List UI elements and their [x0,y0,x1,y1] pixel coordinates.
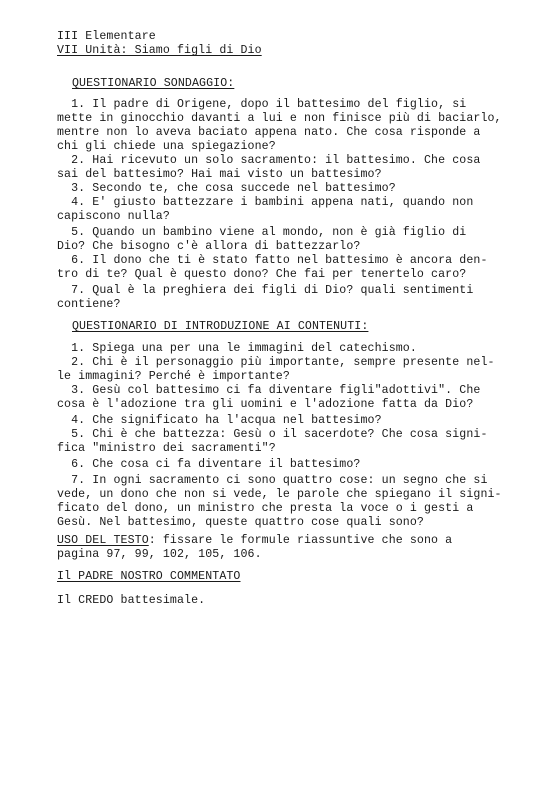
text-line: 2. Chi è il personaggio più importante, sempre presente nel- [57,356,495,369]
section2-title: QUESTIONARIO DI INTRODUZIONE AI CONTENUTI: [72,320,369,333]
text-line: mentre non lo aveva baciato appena nato. Che cosa risponde a [57,126,481,139]
text-line: Dio? Che bisogno c'è allora di battezzarlo? [57,240,361,253]
text-line: 1. Spiega una per una le immagini del catechismo. [57,342,417,355]
text-line: fica "ministro dei sacramenti"? [57,442,276,455]
text-line: 7. In ogni sacramento ci sono quattro cose: un segno che si [57,474,488,487]
section1-title: QUESTIONARIO SONDAGGIO: [72,77,235,90]
text-line: 6. Il dono che ti è stato fatto nel battesimo è ancora den- [57,254,488,267]
text-line: 5. Chi è che battezza: Gesù o il sacerdote? Che cosa signi- [57,428,488,441]
usage-note-text: : fissare le formule riassuntive che sono a [148,534,453,547]
text-line: 3. Gesù col battesimo ci fa diventare figli"adottivi". Che [57,384,481,397]
text-line: cosa è l'adozione tra gli uomini e l'adozione fatta da Dio? [57,398,474,411]
text-line: 7. Qual è la preghiera dei figli di Dio? quali sentimenti [57,284,474,297]
text-line: le immagini? Perché è importante? [57,370,290,383]
padre-nostro-note: Il PADRE NOSTRO COMMENTATO [57,570,241,583]
usage-note-line1 [57,534,452,548]
text-line: 1. Il padre di Origene, dopo il battesimo del figlio, si [57,98,467,111]
text-line: tro di te? Qual è questo dono? Che fai per tenertelo caro? [57,268,467,281]
text-line: mette in ginocchio davanti a lui e non finisce più di baciarlo, [57,112,502,125]
text-line: ficato del dono, un ministro che presta la voce o i gesti a [57,502,474,515]
text-line: 4. E' giusto battezzare i bambini appena nati, quando non [57,196,474,209]
text-line: 4. Che significato ha l'acqua nel battesimo? [57,414,382,427]
text-line: 6. Che cosa ci fa diventare il battesimo? [57,458,361,471]
text-line: chi gli chiede una spiegazione? [57,140,276,153]
text-line: contiene? [57,298,121,311]
usage-note-label: USO DEL TESTO [57,534,149,547]
text-line: sai del battesimo? Hai mai visto un battesimo? [57,168,382,181]
credo-note: Il CREDO battesimale. [57,594,206,607]
text-line: 2. Hai ricevuto un solo sacramento: il battesimo. Che cosa [57,154,481,167]
usage-note-line2: pagina 97, 99, 102, 105, 106. [57,548,262,561]
text-line: capiscono nulla? [57,210,170,223]
text-line: vede, un dono che non si vede, le parole che spiegano il signi- [57,488,502,501]
class-level: III Elementare [57,30,156,43]
text-line: 5. Quando un bambino viene al mondo, non è già figlio di [57,226,467,239]
unit-title: VII Unità: Siamo figli di Dio [57,44,262,57]
text-line: 3. Secondo te, che cosa succede nel battesimo? [57,182,396,195]
text-line: Gesù. Nel battesimo, queste quattro cose quali sono? [57,516,424,529]
